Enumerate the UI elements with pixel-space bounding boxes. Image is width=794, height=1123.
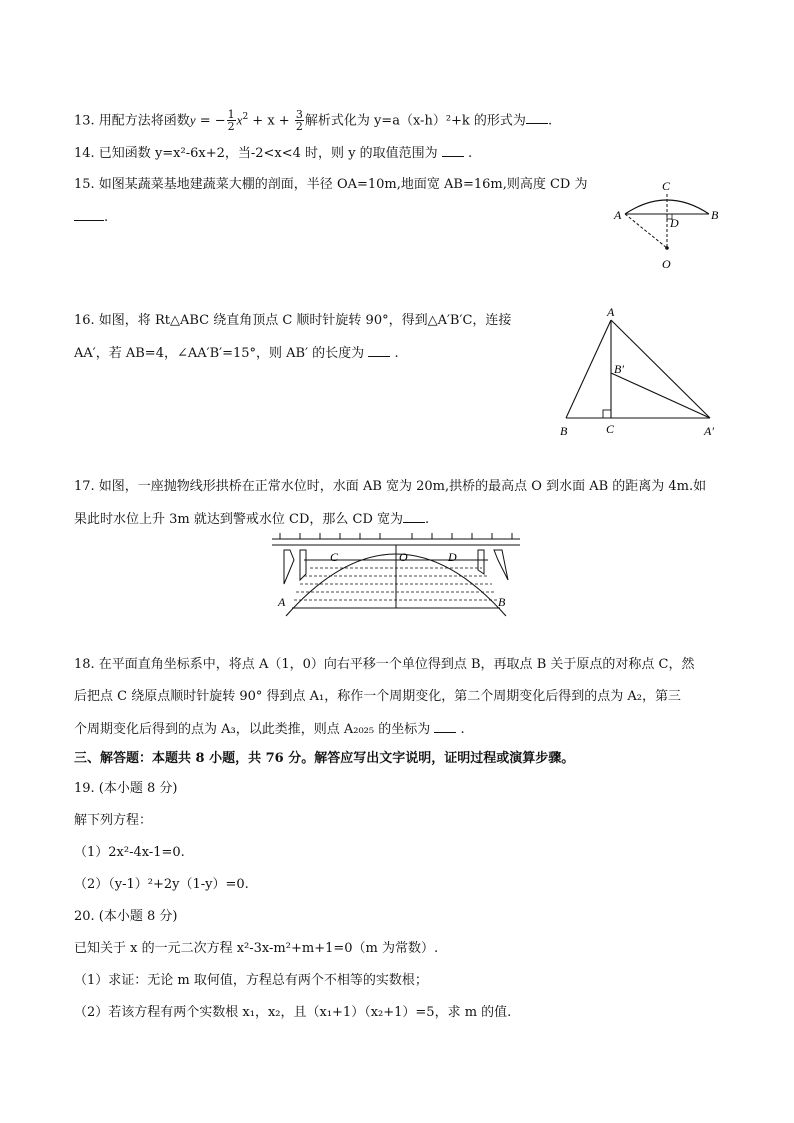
fig15-label-o: O (662, 257, 671, 271)
q13-answer-blank[interactable] (526, 111, 548, 124)
fig15-label-c: C (662, 179, 671, 193)
fig17-label-c: C (330, 550, 339, 564)
fig16-label-b: B (560, 424, 568, 438)
fig17-right-pier-2 (494, 550, 508, 580)
q14-text: 14. 已知函数 y=x²-6x+2，当-2<x<4 时，则 y 的取值范围为 (74, 146, 438, 161)
q16-answer-blank[interactable] (368, 344, 390, 357)
q18-answer-blank[interactable] (434, 720, 456, 733)
q19-title: 19. (本小题 8 分) (74, 781, 178, 796)
q13-line: 13. 用配方法将函数y = − $\frac{1}{2}$ $x^2 + x$ + $\frac{3}{2}$ 解析式化为 y=a（x-h）²+k 的形式为 . (74, 108, 553, 134)
q13-frac1: $\frac{1}{2}$ (227, 108, 235, 134)
fig17-right-pier-1 (478, 550, 484, 574)
fig17-left-pier-1 (284, 550, 294, 584)
q20-part1: （1）求证：无论 m 取何值，方程总有两个不相等的实数根； (74, 973, 428, 988)
q13-frac2: $\frac{3}{2}$ (295, 108, 303, 134)
q18-line1: 18. 在平面直角坐标系中，将点 A（1，0）向右平移一个单位得到点 B，再取点 B 关于原点的对称点 C，然 (74, 657, 695, 672)
q16-line2 (74, 344, 399, 363)
q20-intro: 已知关于 x 的一元二次方程 x²-3x-m²+m+1=0（m 为常数）. (74, 941, 439, 956)
q20-part2: （2）若该方程有两个实数根 x₁，x₂，且（x₁+1）（x₂+1）=5，求 m 的值. (74, 1005, 512, 1020)
q13-y: y (189, 112, 196, 128)
fig15-label-d: D (670, 216, 679, 230)
q17-line2 (74, 510, 429, 529)
q13-eq-minus: = − (195, 113, 226, 129)
fig17-label-b: B (498, 595, 506, 609)
q13-suffix: 解析式化为 y=a（x-h）²+k 的形式为 (304, 113, 526, 129)
fig16-triangle-diagram (556, 306, 728, 440)
fig15-label-b: B (711, 208, 719, 222)
fig17-label-d: D (448, 550, 457, 564)
q19-part1: （1）2x²-4x-1=0. (74, 845, 185, 860)
q20-title: 20. (本小题 8 分) (74, 909, 178, 924)
fig17-left-pier-2 (300, 550, 306, 580)
fig16-label-a: A (607, 306, 615, 319)
fig16-side-aa1 (611, 320, 710, 418)
section3-heading: 三、解答题：本题共 8 小题，共 76 分。解答应写出文字说明，证明过程或演算步骤。 (74, 751, 575, 766)
q17-answer-blank[interactable] (403, 510, 425, 523)
q16-text: AA′，若 AB=4，∠AA′B′=15°，则 AB′ 的长度为 (74, 346, 365, 361)
fig16-label-c: C (606, 422, 615, 436)
q13-prefix: 13. 用配方法将函数 (74, 113, 190, 129)
fig16-side-ab (566, 320, 611, 418)
fig15-line-oa (625, 214, 667, 248)
q17-text: 果此时水位上升 3m 就达到警戒水位 CD，那么 CD 宽为 (74, 512, 403, 527)
q17-end: . (425, 512, 430, 527)
fig15-label-a: A (614, 208, 622, 222)
fig17-bridge-diagram (270, 530, 522, 620)
q13-sq: 2 (242, 112, 249, 122)
q18-line3 (74, 720, 465, 739)
q19-intro: 解下列方程： (74, 813, 153, 828)
fig16-label-a1: A′ (704, 424, 714, 438)
q15-line2 (74, 208, 108, 227)
q15-end: . (104, 210, 109, 225)
q19-part2: （2）（y-1）²+2y（1-y）=0. (74, 877, 249, 892)
q18-line2: 后把点 C 绕原点顺时针旋转 90° 得到点 A₁，称作一个周期变化，第二个周期变化后得到的点为 A₂，第三 (74, 689, 681, 704)
q16-line1: 16. 如图，将 Rt△ABC 绕直角顶点 C 顺时针旋转 90°，得到△A′B′C，连接 (74, 313, 512, 328)
fig17-label-a: A (278, 595, 286, 609)
q15-line1: 15. 如图某蔬菜基地建蔬菜大棚的剖面，半径 OA=10m,地面宽 AB=16m,则高度 CD 为 (74, 177, 588, 192)
fig15-center-point (665, 246, 669, 250)
fig16-right-angle (603, 410, 611, 418)
q13-plus-x: + x + (248, 113, 294, 129)
fig15-greenhouse-diagram (608, 176, 726, 272)
q14-line (74, 144, 472, 163)
fig17-railing (280, 533, 512, 539)
q15-answer-blank[interactable] (74, 208, 104, 221)
fig16-side-b1a1 (611, 373, 710, 418)
q18-end: . (460, 722, 465, 737)
fig16-label-b1: B′ (614, 362, 624, 376)
fig17-label-o: O (399, 550, 408, 564)
q17-line1: 17. 如图，一座抛物线形拱桥在正常水位时，水面 AB 宽为 20m,拱桥的最高点 O 到水面 AB 的距离为 4m.如 (74, 479, 707, 494)
q14-end: . (467, 146, 473, 161)
q18-text: 个周期变化后得到的点为 A₃，以此类推，则点 A₂₀₂₅ 的坐标为 (74, 722, 431, 737)
q16-end: . (394, 346, 399, 361)
q13-x: x (236, 112, 243, 128)
q14-answer-blank[interactable] (442, 144, 464, 157)
